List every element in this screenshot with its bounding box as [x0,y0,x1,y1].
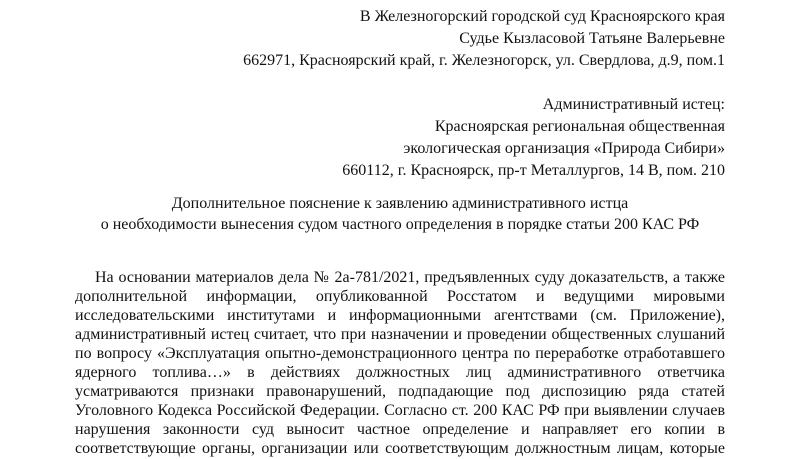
recipient-address: 662971, Красноярский край, г. Железногорск, ул. Свердлова, д.9, пом.1 [243,52,725,69]
plaintiff-name-line1: Красноярская региональная общественная [434,118,725,135]
body-line: нарушения законности суд выносит частное определение и направляет его копии в [75,421,725,438]
plaintiff-heading: Административный истец: [542,96,725,113]
body-line: Уголовного Кодекса Российской Федерации. Согласно ст. 200 КАС РФ при выявлении случаев [75,402,725,419]
body-line: усматриваются признаки правонарушений, подпадающие под диспозицию ряда статей [75,383,725,400]
body-line: соответствующие органы, организации или соответствующим должностным лицам, которые [75,440,725,457]
recipient-judge: Судье Кызласовой Татьяне Валерьевне [459,30,725,47]
body-line: исследовательскими институтами и информационными агентствами (см. Приложение), [75,307,725,324]
plaintiff-address: 660112, г. Красноярск, пр-т Металлургов, 14 В, пом. 210 [342,162,725,179]
body-line: по вопросу «Эксплуатация опытно-демонстрационного центра по переработке отработавшего [75,345,725,362]
plaintiff-name-line2: экологическая организация «Природа Сибири» [403,140,725,157]
recipient-court: В Железногорский городской суд Красноярского края [359,8,725,25]
body-line: административный истец считает, что при назначении и проведении общественных слушаний [75,326,725,343]
body-line: На основании материалов дела № 2а-781/2021, предъявленных суду доказательств, а также [95,269,725,286]
body-line: дополнительной информации, опубликованной Росстатом и ведущими мировыми [75,288,725,305]
document-title-line1: Дополнительное пояснение к заявлению административного истца [171,195,629,212]
document-title-line2: о необходимости вынесения судом частного определения в порядке статьи 200 КАС РФ [100,216,700,233]
body-line: ядерного топлива…» в действиях должностных лиц административного ответчика [75,364,725,381]
